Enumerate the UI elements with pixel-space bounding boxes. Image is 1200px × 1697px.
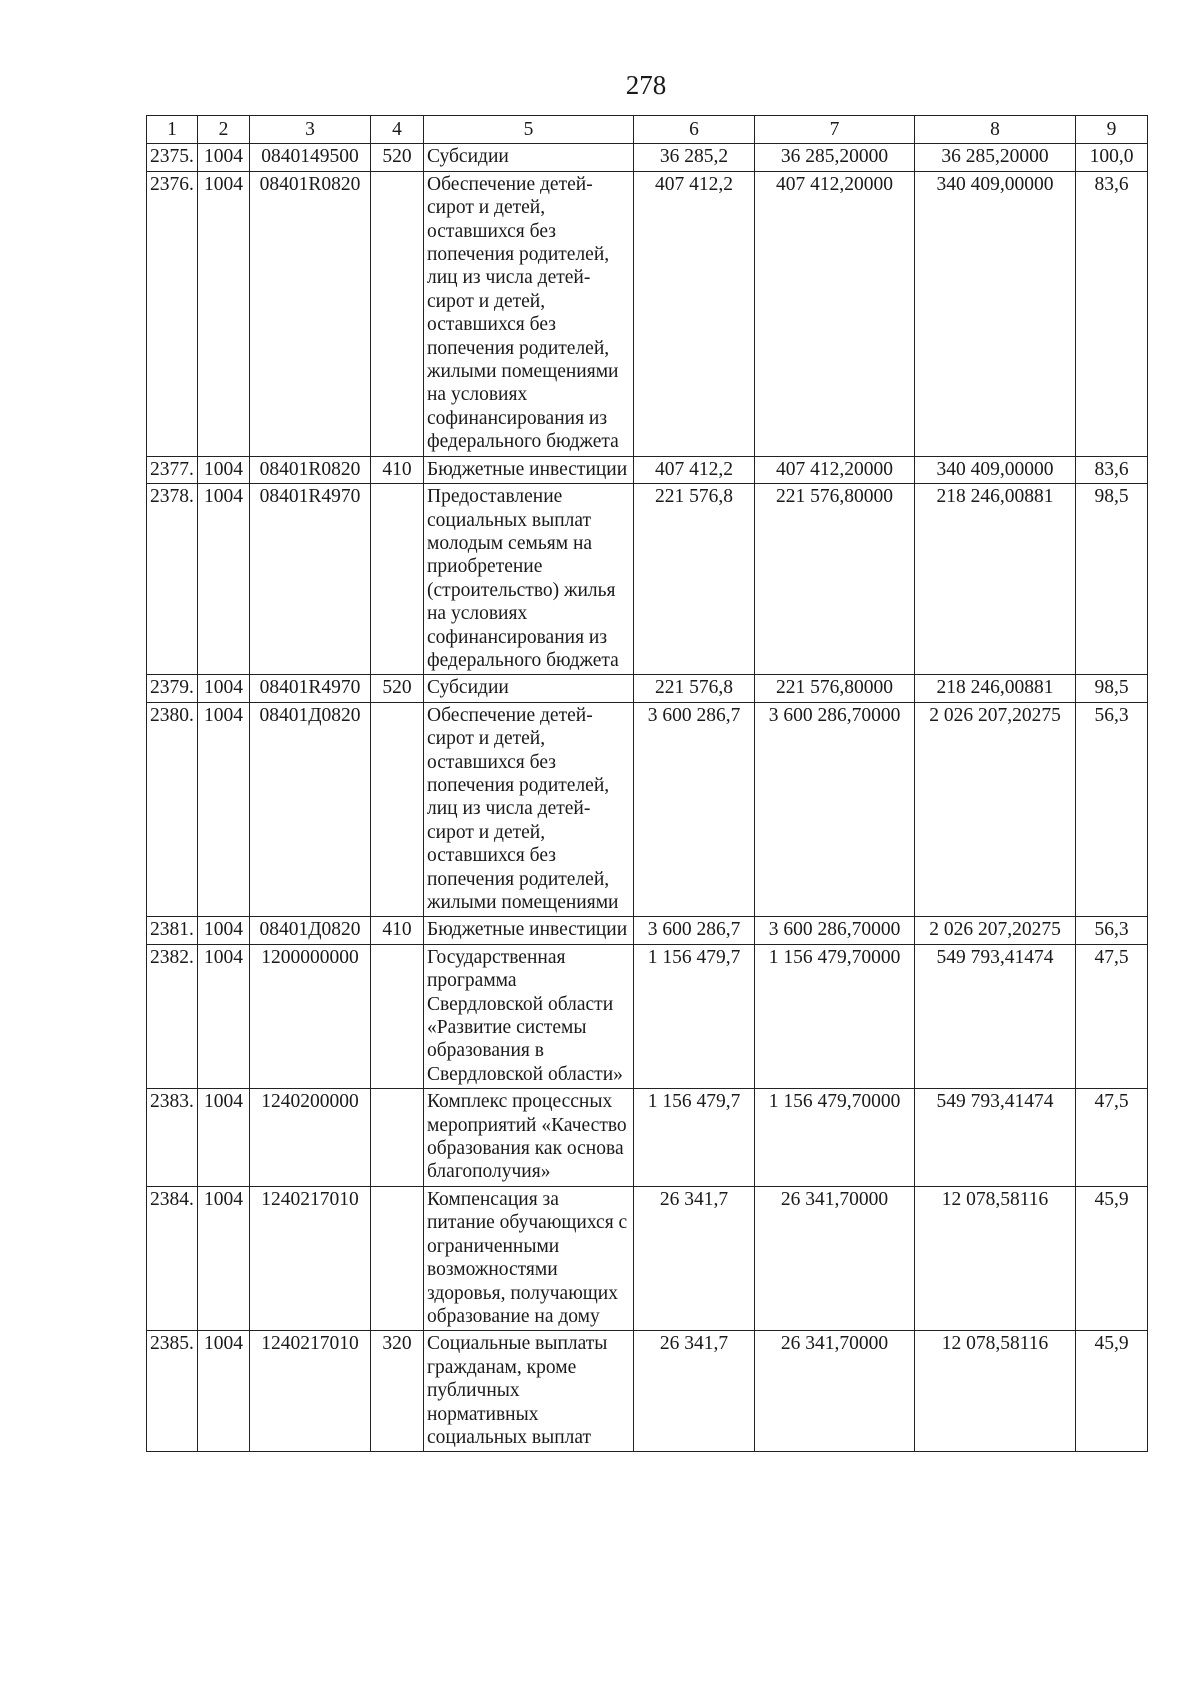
row-number: 2376. [147, 171, 198, 456]
item-name: Государственная программа Свердловской области «Развитие системы образования в Свердловской области» [424, 944, 634, 1088]
section-code: 1004 [198, 456, 250, 483]
target-article-code: 08401R0820 [250, 171, 371, 456]
table-row [147, 456, 1148, 483]
header-cell-5: 5 [424, 116, 634, 144]
section-code: 1004 [198, 944, 250, 1088]
table-row [147, 702, 1148, 917]
value-col-8: 2 026 207,20275 [915, 702, 1076, 917]
item-name: Комплекс процессных мероприятий «Качество образования как основа благополучия» [424, 1089, 634, 1187]
value-col-7: 1 156 479,70000 [755, 1089, 915, 1187]
expense-type-code: 520 [371, 144, 424, 171]
target-article-code: 1200000000 [250, 944, 371, 1088]
table-body [147, 144, 1148, 1452]
header-cell-6: 6 [634, 116, 755, 144]
target-article-code: 0840149500 [250, 144, 371, 171]
target-article-code: 1240217010 [250, 1331, 371, 1452]
value-col-6: 26 341,7 [634, 1186, 755, 1330]
section-code: 1004 [198, 1331, 250, 1452]
target-article-code: 08401Д0820 [250, 917, 371, 944]
value-col-7: 3 600 286,70000 [755, 702, 915, 917]
value-col-8: 549 793,41474 [915, 944, 1076, 1088]
value-col-6: 1 156 479,7 [634, 944, 755, 1088]
value-col-8: 2 026 207,20275 [915, 917, 1076, 944]
percent-col-9: 83,6 [1076, 456, 1148, 483]
target-article-code: 08401R0820 [250, 456, 371, 483]
value-col-7: 407 412,20000 [755, 456, 915, 483]
target-article-code: 08401R4970 [250, 675, 371, 702]
value-col-6: 1 156 479,7 [634, 1089, 755, 1187]
table-row [147, 944, 1148, 1088]
header-cell-9: 9 [1076, 116, 1148, 144]
item-name: Компенсация за питание обучающихся с ограниченными возможностями здоровья, получающих образование на дому [424, 1186, 634, 1330]
item-name: Бюджетные инвестиции [424, 917, 634, 944]
value-col-7: 26 341,70000 [755, 1331, 915, 1452]
target-article-code: 08401R4970 [250, 484, 371, 675]
percent-col-9: 98,5 [1076, 484, 1148, 675]
value-col-7: 36 285,20000 [755, 144, 915, 171]
table-row [147, 1186, 1148, 1330]
table-header-row [147, 116, 1148, 144]
target-article-code: 08401Д0820 [250, 702, 371, 917]
percent-col-9: 45,9 [1076, 1186, 1148, 1330]
section-code: 1004 [198, 917, 250, 944]
section-code: 1004 [198, 144, 250, 171]
expense-type-code [371, 484, 424, 675]
section-code: 1004 [198, 1186, 250, 1330]
percent-col-9: 98,5 [1076, 675, 1148, 702]
target-article-code: 1240200000 [250, 1089, 371, 1187]
value-col-8: 340 409,00000 [915, 456, 1076, 483]
value-col-7: 26 341,70000 [755, 1186, 915, 1330]
expense-type-code: 410 [371, 456, 424, 483]
value-col-8: 340 409,00000 [915, 171, 1076, 456]
value-col-6: 36 285,2 [634, 144, 755, 171]
table-row [147, 484, 1148, 675]
value-col-6: 3 600 286,7 [634, 917, 755, 944]
value-col-7: 407 412,20000 [755, 171, 915, 456]
value-col-8: 12 078,58116 [915, 1331, 1076, 1452]
section-code: 1004 [198, 1089, 250, 1187]
header-cell-8: 8 [915, 116, 1076, 144]
row-number: 2375. [147, 144, 198, 171]
value-col-6: 221 576,8 [634, 675, 755, 702]
table-row [147, 171, 1148, 456]
percent-col-9: 83,6 [1076, 171, 1148, 456]
value-col-7: 221 576,80000 [755, 484, 915, 675]
header-cell-2: 2 [198, 116, 250, 144]
header-cell-1: 1 [147, 116, 198, 144]
value-col-7: 3 600 286,70000 [755, 917, 915, 944]
percent-col-9: 56,3 [1076, 702, 1148, 917]
table-row [147, 675, 1148, 702]
value-col-8: 218 246,00881 [915, 484, 1076, 675]
budget-table [146, 115, 1148, 1452]
row-number: 2385. [147, 1331, 198, 1452]
percent-col-9: 47,5 [1076, 944, 1148, 1088]
section-code: 1004 [198, 675, 250, 702]
expense-type-code [371, 944, 424, 1088]
header-cell-3: 3 [250, 116, 371, 144]
table-row [147, 1331, 1148, 1452]
header-cell-4: 4 [371, 116, 424, 144]
item-name: Субсидии [424, 675, 634, 702]
value-col-6: 221 576,8 [634, 484, 755, 675]
table-row [147, 1089, 1148, 1187]
row-number: 2379. [147, 675, 198, 702]
row-number: 2383. [147, 1089, 198, 1187]
item-name: Обеспечение детей-сирот и детей, оставшихся без попечения родителей, лиц из числа детей-сирот и детей, оставшихся без попечения родителей, жилыми помещениями на условиях софинансирования из федерального бюджета [424, 171, 634, 456]
table-row [147, 144, 1148, 171]
value-col-6: 407 412,2 [634, 456, 755, 483]
table-row [147, 917, 1148, 944]
item-name: Бюджетные инвестиции [424, 456, 634, 483]
percent-col-9: 45,9 [1076, 1331, 1148, 1452]
section-code: 1004 [198, 171, 250, 456]
row-number: 2378. [147, 484, 198, 675]
expense-type-code [371, 171, 424, 456]
row-number: 2380. [147, 702, 198, 917]
row-number: 2381. [147, 917, 198, 944]
row-number: 2382. [147, 944, 198, 1088]
expense-type-code: 320 [371, 1331, 424, 1452]
value-col-8: 36 285,20000 [915, 144, 1076, 171]
item-name: Предоставление социальных выплат молодым семьям на приобретение (строительство) жилья на условиях софинансирования из федерального бюджета [424, 484, 634, 675]
expense-type-code: 410 [371, 917, 424, 944]
percent-col-9: 100,0 [1076, 144, 1148, 171]
expense-type-code: 520 [371, 675, 424, 702]
page-number: 278 [625, 70, 667, 100]
value-col-8: 218 246,00881 [915, 675, 1076, 702]
expense-type-code [371, 1186, 424, 1330]
value-col-7: 221 576,80000 [755, 675, 915, 702]
section-code: 1004 [198, 484, 250, 675]
row-number: 2377. [147, 456, 198, 483]
item-name: Обеспечение детей-сирот и детей, оставшихся без попечения родителей, лиц из числа детей-сирот и детей, оставшихся без попечения родителей, жилыми помещениями [424, 702, 634, 917]
value-col-6: 407 412,2 [634, 171, 755, 456]
value-col-6: 3 600 286,7 [634, 702, 755, 917]
value-col-6: 26 341,7 [634, 1331, 755, 1452]
row-number: 2384. [147, 1186, 198, 1330]
expense-type-code [371, 702, 424, 917]
percent-col-9: 56,3 [1076, 917, 1148, 944]
percent-col-9: 47,5 [1076, 1089, 1148, 1187]
section-code: 1004 [198, 702, 250, 917]
header-cell-7: 7 [755, 116, 915, 144]
item-name: Субсидии [424, 144, 634, 171]
value-col-8: 549 793,41474 [915, 1089, 1076, 1187]
expense-type-code [371, 1089, 424, 1187]
value-col-8: 12 078,58116 [915, 1186, 1076, 1330]
target-article-code: 1240217010 [250, 1186, 371, 1330]
value-col-7: 1 156 479,70000 [755, 944, 915, 1088]
item-name: Социальные выплаты гражданам, кроме публичных нормативных социальных выплат [424, 1331, 634, 1452]
